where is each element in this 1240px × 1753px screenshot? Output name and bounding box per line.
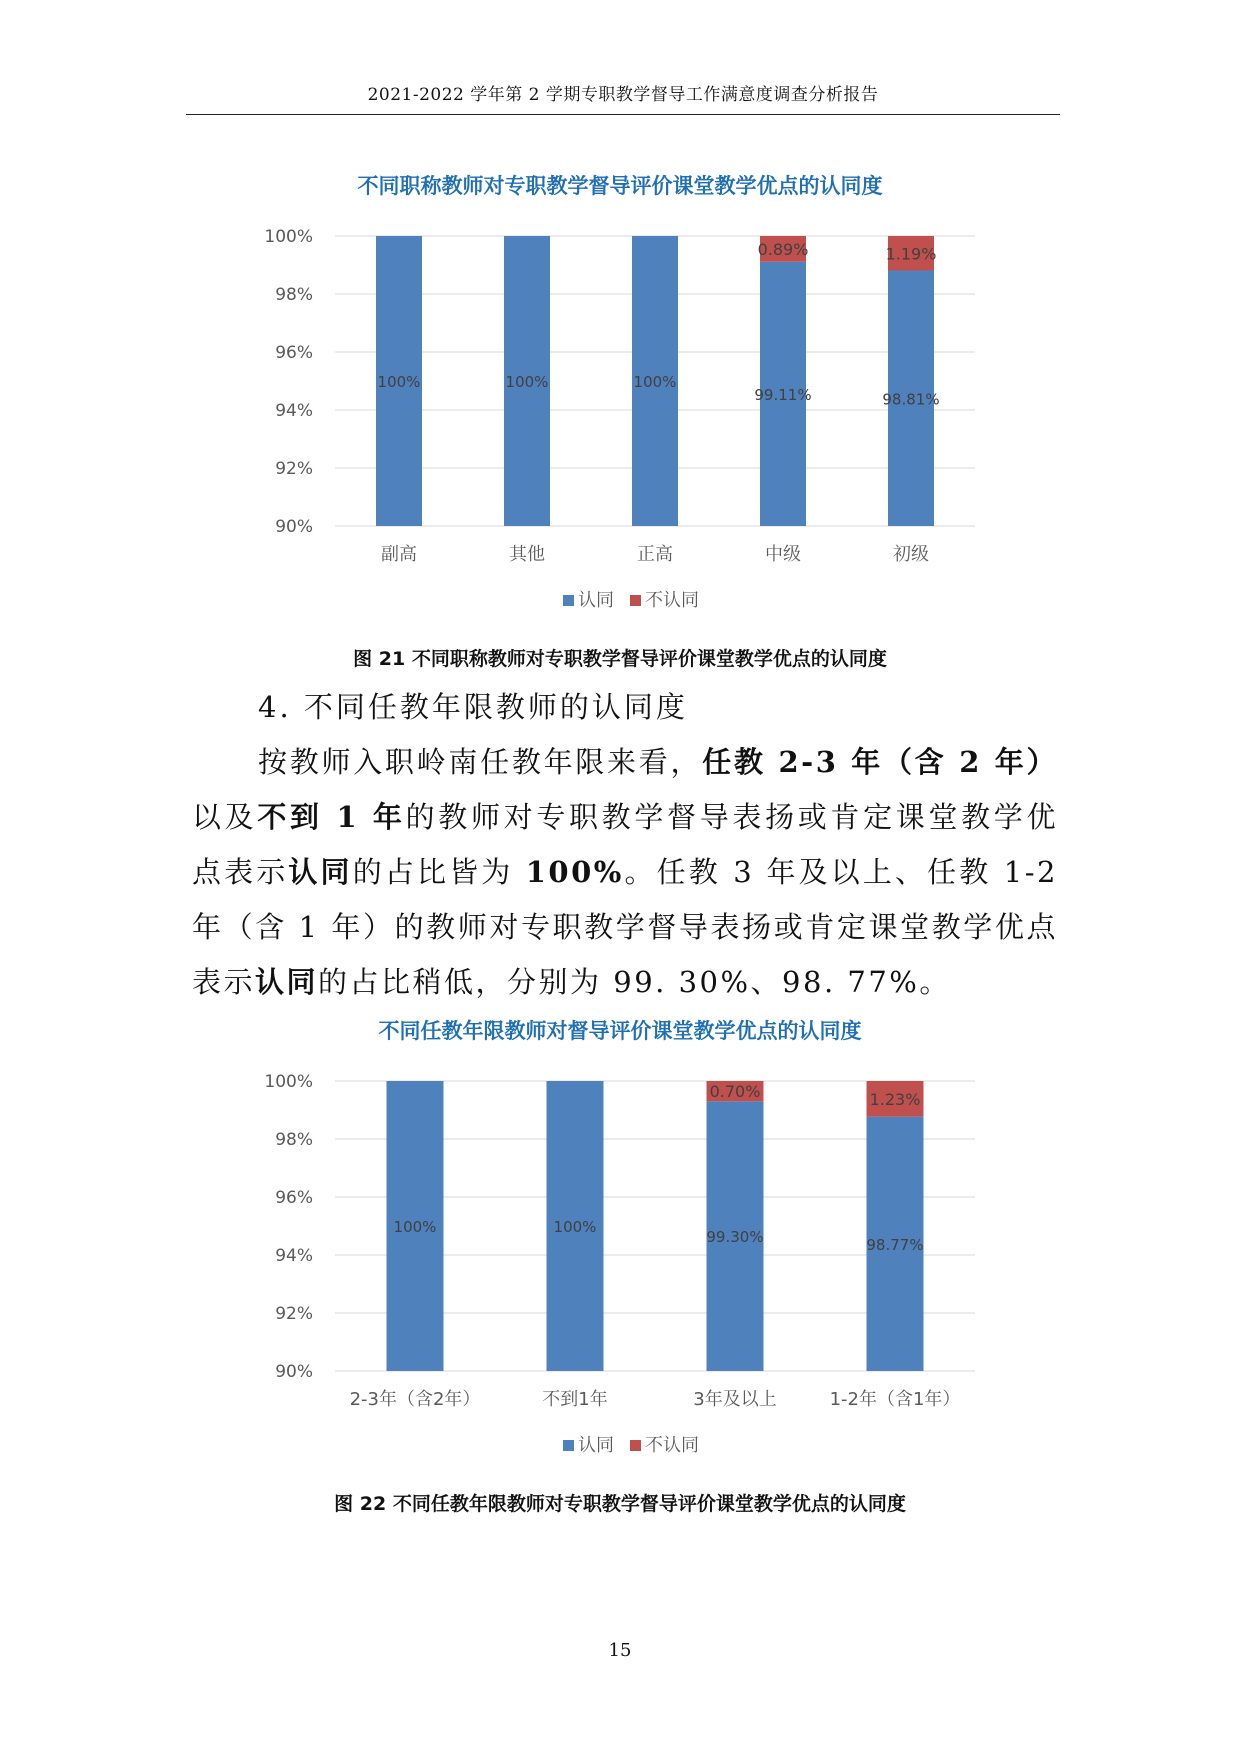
x-category-label: 初级 — [893, 544, 929, 565]
text-run: 。任教 3 年及以上、任教 1-2 年（含 1 年）的教师对专职教学督导表扬或肯定课堂教学优点表示 — [192, 855, 1058, 999]
chart-professional-title — [230, 170, 1010, 610]
x-category-label: 2-3年（含2年） — [349, 1389, 481, 1410]
text-run: 的占比稍低，分别为 99. 30%、98. 77%。 — [318, 965, 951, 999]
y-tick-label: 98% — [275, 285, 313, 305]
data-label-agree: 98.81% — [882, 390, 940, 409]
y-tick-label: 92% — [275, 459, 313, 479]
data-label-disagree: 0.89% — [757, 239, 809, 259]
x-category-label: 正高 — [637, 544, 673, 565]
x-category-label: 不到1年 — [542, 1389, 608, 1410]
y-tick-label: 96% — [275, 343, 313, 363]
legend-swatch-disagree — [630, 1440, 641, 1451]
data-label-disagree: 1.19% — [885, 244, 937, 264]
chart-title: 不同任教年限教师对督导评价课堂教学优点的认同度 — [378, 1019, 862, 1043]
y-tick-label: 96% — [275, 1188, 313, 1208]
data-label-disagree: 0.70% — [709, 1082, 761, 1102]
y-tick-label: 90% — [275, 517, 313, 537]
page-number: 15 — [608, 1640, 632, 1661]
chart-svg — [230, 1015, 1010, 1455]
bold-run: 100% — [525, 855, 624, 889]
text-run: 以及 — [192, 800, 258, 834]
figure-caption-21: 图 21 不同职称教师对专职教学督导评价课堂教学优点的认同度 — [353, 648, 887, 670]
y-tick-label: 94% — [275, 1246, 313, 1266]
bold-run: 认同 — [288, 855, 353, 889]
text-run: 按教师入职岭南任教年限来看， — [258, 745, 703, 779]
figure-caption-22: 图 22 不同任教年限教师对专职教学督导评价课堂教学优点的认同度 — [334, 1493, 906, 1515]
data-label-agree: 98.77% — [866, 1235, 924, 1254]
legend-label-disagree: 不认同 — [645, 590, 699, 610]
data-label-agree: 100% — [553, 1218, 597, 1236]
text-run: 的教师对专职教学督导表扬或肯定课堂教学优点表示 — [192, 800, 1058, 889]
bold-run: 不到 1 年 — [257, 800, 406, 834]
y-tick-label: 100% — [264, 1072, 313, 1092]
chart-svg — [230, 170, 1010, 610]
data-label-agree: 99.30% — [706, 1228, 764, 1247]
data-label-agree: 100% — [505, 373, 549, 391]
y-tick-label: 100% — [264, 227, 313, 247]
page-header: 2021-2022 学年第 2 学期专职教学督导工作满意度调查分析报告 — [186, 84, 1060, 115]
chart-teaching-years — [230, 1015, 1010, 1455]
legend-label-agree: 认同 — [578, 1435, 614, 1455]
chart-title: 不同职称教师对专职教学督导评价课堂教学优点的认同度 — [357, 174, 883, 198]
data-label-agree: 100% — [393, 1218, 437, 1236]
y-tick-label: 94% — [275, 401, 313, 421]
data-label-disagree: 1.23% — [869, 1089, 921, 1109]
text-run: 的占比皆为 — [352, 855, 526, 889]
y-tick-label: 98% — [275, 1130, 313, 1150]
x-category-label: 其他 — [509, 544, 545, 565]
legend-swatch-disagree — [630, 595, 641, 606]
y-tick-label: 90% — [275, 1362, 313, 1382]
x-category-label: 副高 — [381, 544, 417, 565]
data-label-agree: 100% — [633, 373, 677, 391]
data-label-agree: 99.11% — [754, 385, 812, 404]
legend-swatch-agree — [563, 595, 574, 606]
x-category-label: 1-2年（含1年） — [829, 1389, 961, 1410]
bold-run: 任教 2-3 年（含 2 年） — [702, 745, 1058, 779]
bold-run: 认同 — [255, 965, 319, 999]
data-label-agree: 100% — [377, 373, 421, 391]
legend-label-agree: 认同 — [578, 590, 614, 610]
section-heading: 4. 不同任教年限教师的认同度 — [258, 690, 688, 724]
legend-label-disagree: 不认同 — [645, 1435, 699, 1455]
y-tick-label: 92% — [275, 1304, 313, 1324]
body-paragraph — [192, 735, 1058, 1010]
x-category-label: 3年及以上 — [693, 1389, 777, 1410]
x-category-label: 中级 — [765, 544, 801, 565]
legend-swatch-agree — [563, 1440, 574, 1451]
